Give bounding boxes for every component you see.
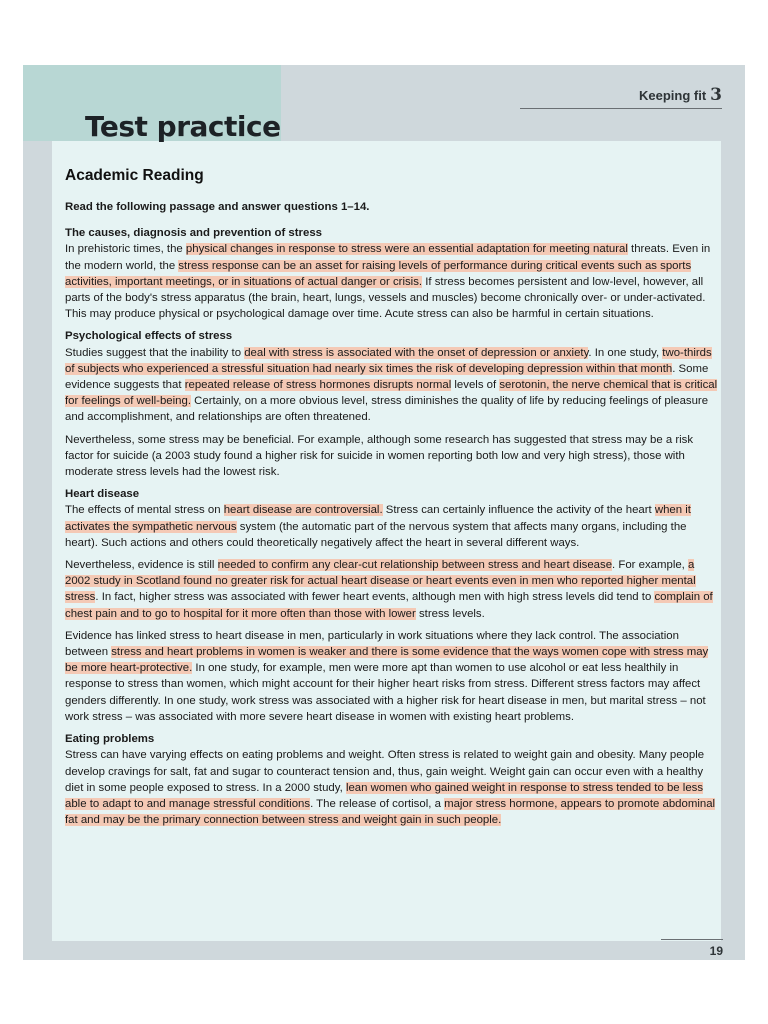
footer-divider [661,939,723,940]
highlighted-text: heart disease are controversial. [223,504,383,517]
highlighted-text: major stress hormone, appears to promote abdominal fat and may be the primary connection between stress and weight gain in such people. [65,797,716,827]
paragraph-psychological-2 [65,432,720,481]
page-number: 19 [709,944,723,958]
paragraph-psychological-1 [65,345,720,426]
paragraph-heart-3 [65,628,720,725]
passage-text: . In fact, higher stress was associated with fewer heart events, although men with high stress levels did tend to [95,591,655,604]
reading-passage [65,199,720,834]
passage-text: . For example, [612,559,689,572]
highlighted-text: two-thirds of subjects who experienced a stressful situation had nearly six times the risk of developing depression within that month [65,346,712,375]
passage-text: Nevertheless, some stress may be beneficial. For example, although some research has suggested that stress may be a risk factor for suicide (a 2003 study found a higher risk for suicide in women reporting both low and very high stress), those with moderate stress levels had the lowest risk. [65,433,694,479]
passage-text: Certainly, on a more obvious level, stress diminishes the quality of life by reducing feelings of pleasure and accomplishment, and relationships are often threatened. [65,395,709,424]
highlighted-text: stress and heart problems in women is weaker and there is some evidence that the ways women cope with stress may be more heart-protective. [65,646,709,675]
passage-text: Evidence has linked stress to heart disease in men, particularly in work situations where they lack control. The association between [65,629,679,659]
chapter-header [639,85,722,105]
paragraph-eating [65,747,720,828]
passage-text: . The release of cortisol, a [310,797,445,810]
passage-text: system (the automatic part of the nervous system that affects many organs, including the heart). Such actions and others could theoretically negatively affect the heart in several different ways. [65,520,687,549]
paragraph-heart-2 [65,557,720,622]
highlighted-text: deal with stress is associated with the onset of depression or anxiety [244,346,589,359]
passage-text: In prehistoric times, the [65,243,186,256]
passage-text: Stress can have varying effects on eating problems and weight. Often stress is related to weight gain and obesity. Many people develop cravings for salt, fat and sugar to counteract tension and, thus, gain weight. Weight gain can occur even with a healthy diet in some people exposed to stress. In a 2000 study, [65,749,705,794]
highlighted-text: complain of chest pain and to go to hospital for it more often than those with lower [65,591,713,620]
passage-text: . Some evidence suggests that [65,362,709,392]
page-title: Test practice [85,110,281,143]
passage-text: The effects of mental stress on [65,504,224,517]
heading-eating-problems: Eating problems [65,733,155,746]
passage-text: If stress becomes persistent and low-level, however, all parts of the body's stress apparatus (the brain, heart, lungs, vessels and muscles) become chronically over- or under-activated. This may produce physical or psychological damage over time. Acute stress can also be harmful in certain situations. [65,275,706,321]
section-title: Academic Reading [65,167,204,184]
passage-text: In one study, for example, men were more apt than women to use alcohol or eat less healthily in response to stress than women, which might account for their higher heart risks from stress. Different stress factors may affect genders differently. In one study, work stress was associated with a higher risk for heart disease in men, but marital stress – not work stress – was associated with more severe heart disease in women with existing heart problems. [65,662,706,723]
highlighted-text: stress response can be an asset for raising levels of performance during critical events such as sports activities, important meetings, or in situations of actual danger or crisis. [65,259,692,288]
heading-causes: The causes, diagnosis and prevention of stress [65,227,322,240]
heading-psychological-effects: Psychological effects of stress [65,330,233,343]
passage-text: Nevertheless, evidence is still [65,559,218,572]
highlighted-text: when it activates the sympathetic nervous [65,504,691,533]
passage-text: threats. Even in the modern world, the [65,243,711,272]
passage-text: Stress can certainly influence the activity of the heart [382,504,655,517]
highlighted-text: a 2002 study in Scotland found no greater risk for actual heart disease or heart events even in men who reported higher mental stress [65,559,696,604]
highlighted-text: serotonin, the nerve chemical that is critical for feelings of well-being. [65,379,718,408]
heading-heart-disease: Heart disease [65,488,140,501]
chapter-label: Keeping fit [638,88,707,103]
passage-text: stress levels. [415,607,485,620]
highlighted-text: lean women who gained weight in response to stress tended to be less able to adapt to and manage stressful conditions [65,781,704,810]
passage-text: . In one study, [588,346,663,359]
instructions: Read the following passage and answer questions 1–14. [65,201,370,213]
paragraph-causes [65,241,720,322]
paragraph-heart-1 [65,502,720,551]
passage-text: Studies suggest that the inability to [65,346,245,359]
highlighted-text: physical changes in response to stress were an essential adaptation for meeting natural [185,243,628,256]
right-margin-strip [721,108,745,960]
highlighted-text: needed to confirm any clear-cut relationship between stress and heart disease [217,559,613,572]
highlighted-text: repeated release of stress hormones disrupts normal [184,379,452,392]
page-sheet [23,65,745,960]
chapter-number: 3 [710,85,722,105]
chapter-divider [520,108,722,109]
passage-text: levels of [451,379,500,392]
